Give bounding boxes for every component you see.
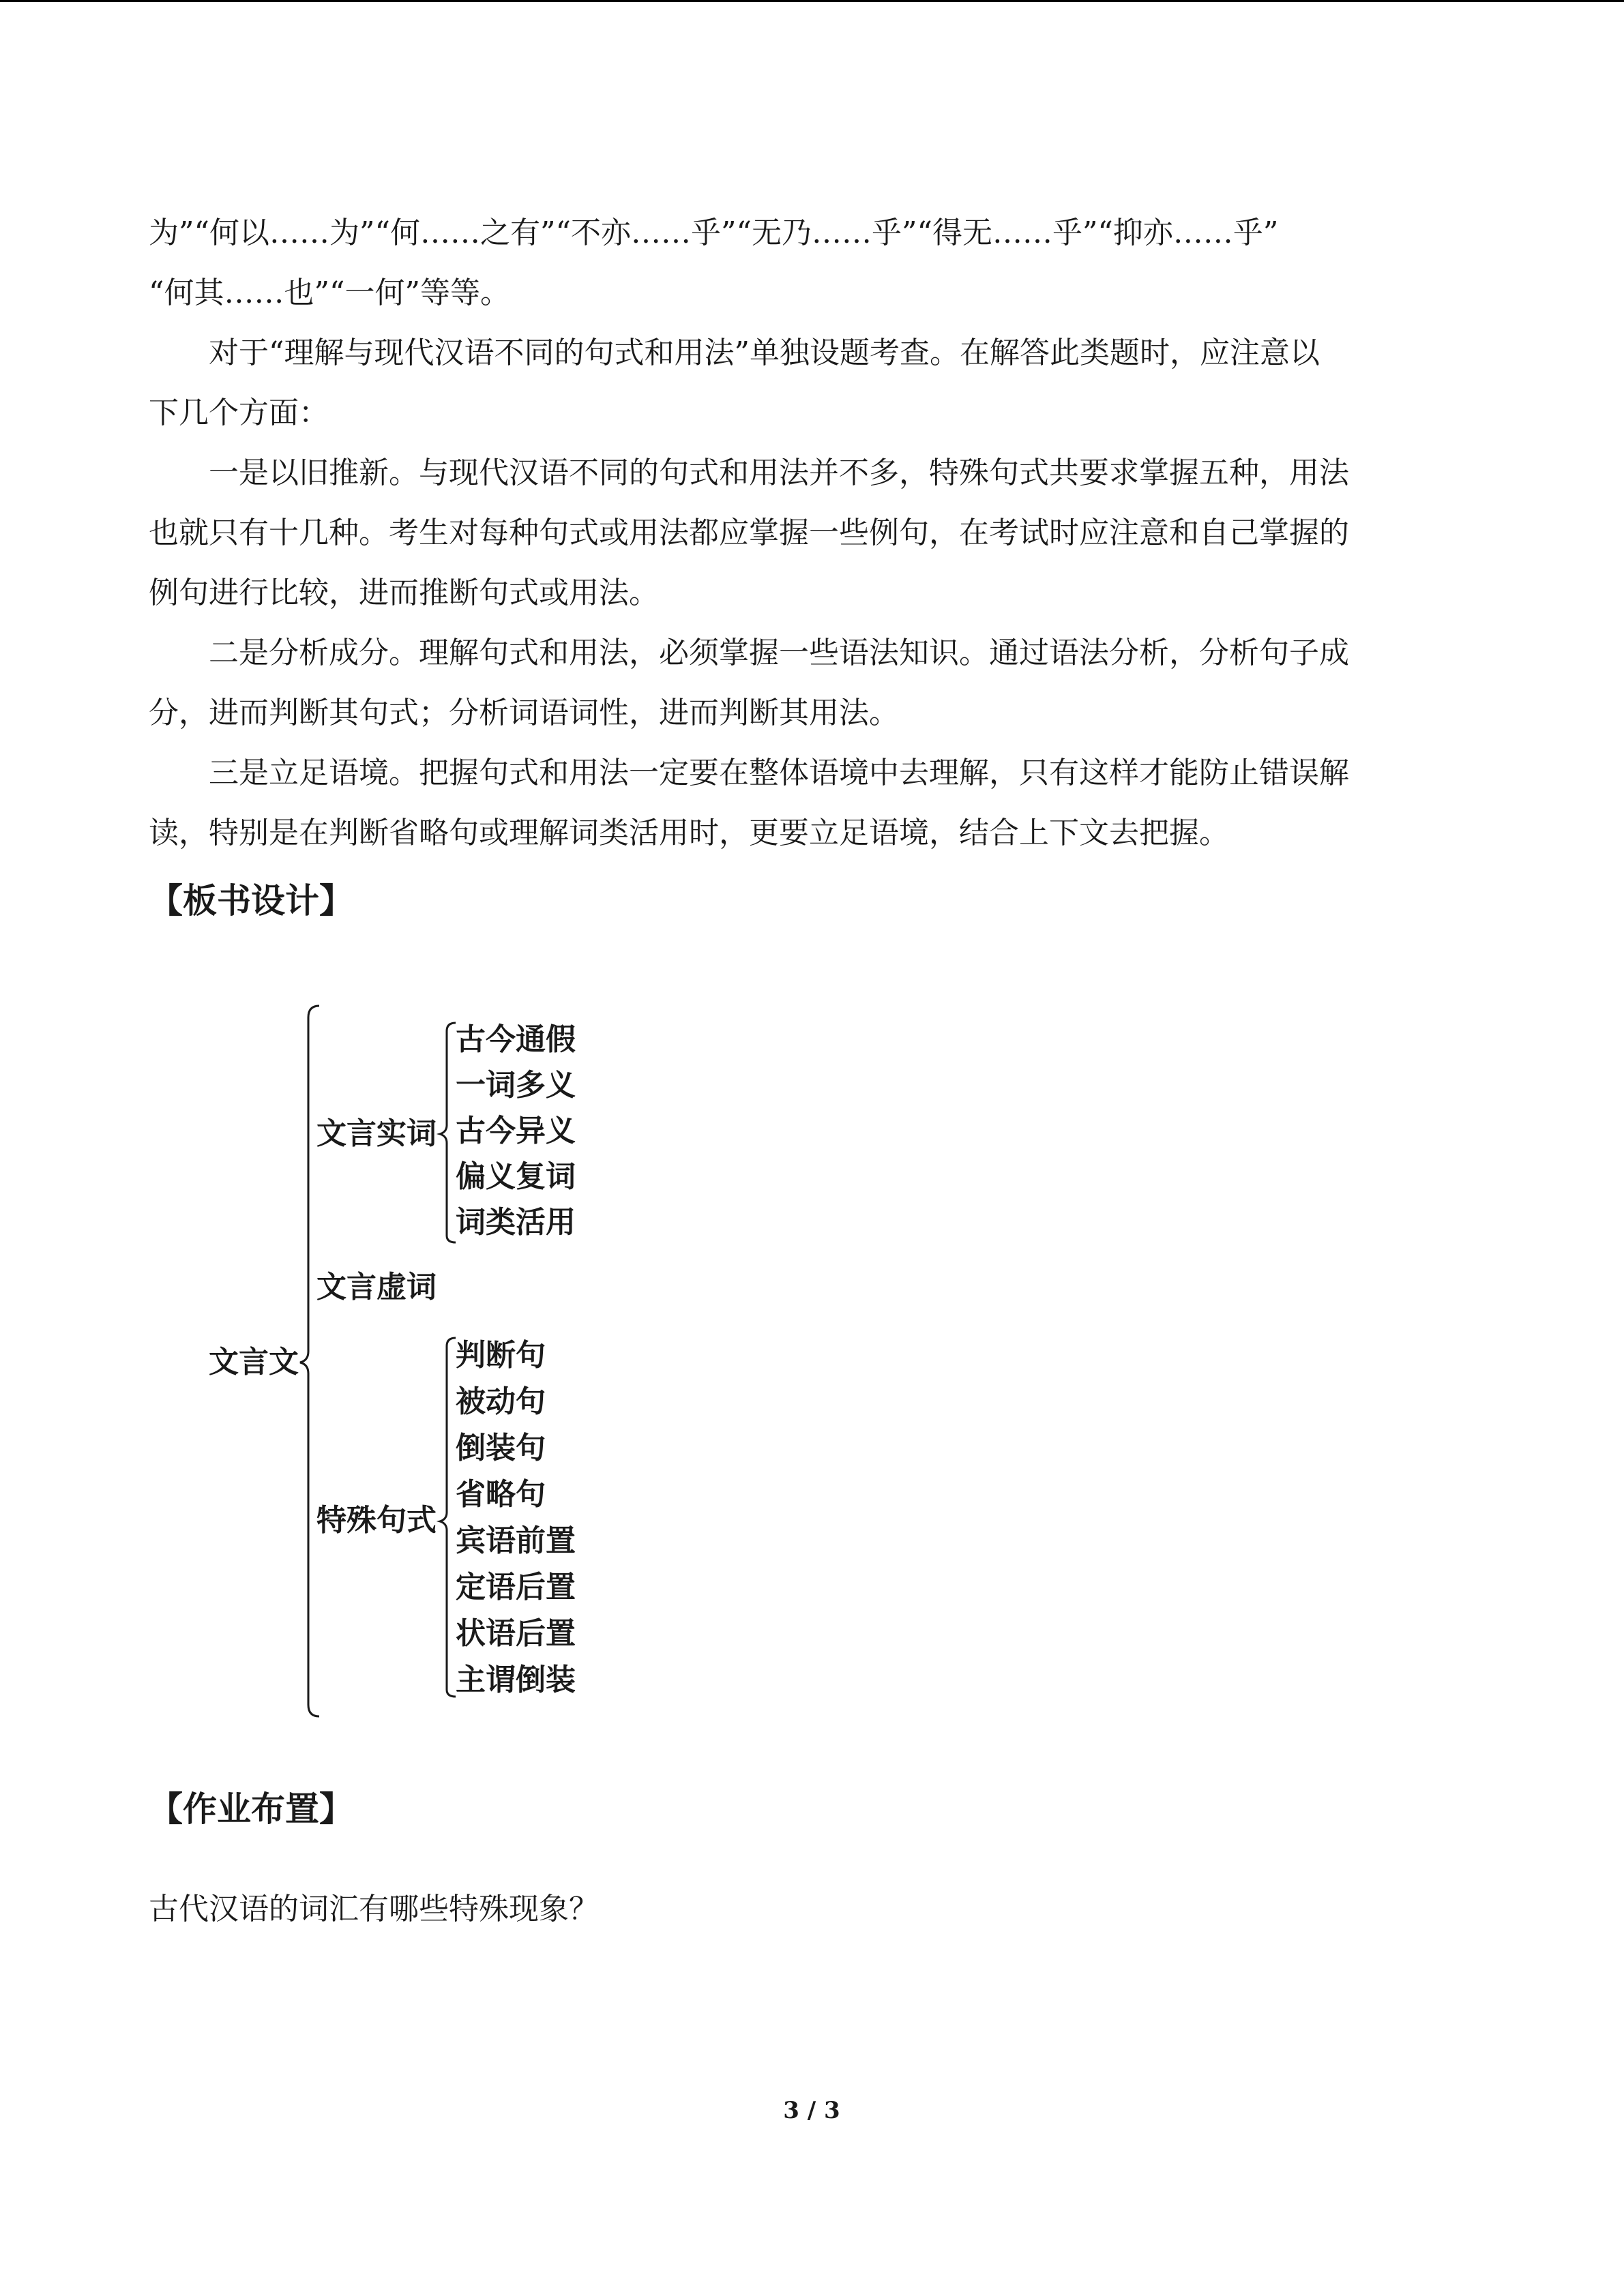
paragraph-line: 二是分析成分。理解句式和用法，必须掌握一些语法知识。通过语法分析，分析句子成 <box>209 636 1349 670</box>
tree-leaf: 被动句 <box>456 1384 546 1419</box>
paragraph-line: 读，特别是在判断省略句或理解词类活用时，更要立足语境，结合上下文去把握。 <box>149 816 1229 850</box>
tree-leaf: 偏义复词 <box>456 1159 576 1194</box>
homework-heading: 【作业布置】 <box>149 1789 353 1829</box>
paragraph-line: “何其……也”“一何”等等。 <box>149 275 510 310</box>
tree-branch-shici: 文言实词 <box>316 1116 437 1151</box>
paragraph-line: 也就只有十几种。考生对每种句式或用法都应掌握一些例句，在考试时应注意和自己掌握的 <box>149 516 1349 550</box>
paragraph-line: 一是以旧推新。与现代汉语不同的句式和用法并不多，特殊句式共要求掌握五种，用法 <box>209 456 1349 490</box>
tree-leaf: 古今异义 <box>456 1114 576 1148</box>
page-top-border <box>0 0 1624 2</box>
tree-leaf: 主谓倒装 <box>456 1663 576 1697</box>
paragraph-line: 分，进而判断其句式；分析词语词性，进而判断其用法。 <box>149 696 899 730</box>
body-text <box>149 203 1472 863</box>
shici-brace <box>440 1023 456 1242</box>
tree-leaf: 宾语前置 <box>456 1523 576 1558</box>
tree-leaf: 定语后置 <box>456 1570 576 1605</box>
tree-root-label: 文言文 <box>209 1345 299 1380</box>
paragraph-line: 对于“理解与现代汉语不同的句式和用法”单独设题考查。在解答此类题时，应注意以 <box>209 336 1320 370</box>
root-brace <box>300 1006 319 1716</box>
paragraph-line: 三是立足语境。把握句式和用法一定要在整体语境中去理解，只有这样才能防止错误解 <box>209 756 1349 790</box>
paragraph-line: 为”“何以……为”“何……之有”“不亦……乎”“无乃……乎”“得无……乎”“抑亦……乎” <box>149 215 1279 250</box>
page-number: 3 / 3 <box>783 2097 840 2124</box>
tree-leaf: 省略句 <box>456 1477 546 1512</box>
tree-leaf: 词类活用 <box>456 1205 576 1240</box>
tree-branch-jushi: 特殊句式 <box>316 1503 437 1538</box>
tree-leaf: 判断句 <box>456 1338 546 1373</box>
paragraph-line: 下几个方面： <box>149 396 329 430</box>
board-design-heading: 【板书设计】 <box>149 881 353 921</box>
jushi-brace <box>440 1338 456 1697</box>
tree-leaf: 古今通假 <box>456 1022 576 1057</box>
homework-question: 古代汉语的词汇有哪些特殊现象？ <box>149 1892 599 1926</box>
tree-branch-xuci: 文言虚词 <box>316 1270 437 1304</box>
tree-leaf: 一词多义 <box>456 1068 576 1103</box>
paragraph-line: 例句进行比较，进而推断句式或用法。 <box>149 576 659 610</box>
tree-leaf: 状语后置 <box>456 1616 576 1651</box>
tree-leaf: 倒装句 <box>456 1431 546 1465</box>
